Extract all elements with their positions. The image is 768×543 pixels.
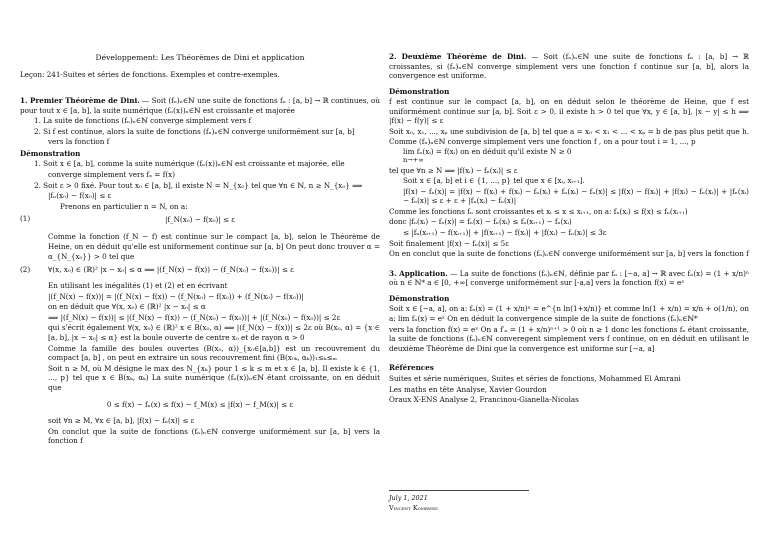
equation-3: 0 ≤ f(x) − fₙ(x) ≤ f(x) − f_M(x) ≤ |f(x) − f_M(x)| ≤ ε <box>106 400 294 410</box>
equation-1-label: (1) <box>20 214 31 224</box>
theorem-item-2-cont: vers la fonction f <box>48 137 110 147</box>
demo2-finalement: Soit finalement |f(x) − fₙ(x)| ≤ 5ε <box>389 238 509 248</box>
equation-1 <box>20 214 380 232</box>
demo-title-3: Démonstration <box>389 293 450 303</box>
demo-title-2: Démonstration <box>389 86 450 96</box>
demo2-heine: f est continue sur le compact [a, b], on en déduit selon le théorème de Heine, que f est uniformément continue sur [a, b]. Soit ε > 0, il existe h > 0 tel que ∀x, y ∈ [a, b], |x − y| ≤ h ⟹ |f(x) − f(y)| ≤ ε <box>389 97 749 126</box>
paragraph-inegalites: En utilisant les inégalités (1) et (2) et en écrivant <box>48 281 228 291</box>
paragraph-recouvrement: Comme la famille des boules ouvertes (B(x₀, α))_{x₀∈[a,b]} est un recouvrement du compact [a, b] , on peut en extraire un sous recouvrement fini (B(x₀ₖ, αₖ))₁≤ₖ≤ₘ <box>48 343 380 363</box>
demo2-inegalite: |f(x) − fₙ(x)| = |f(x) − f(xᵢ) + f(xᵢ) − fₙ(xᵢ) + fₙ(xᵢ) − fₙ(x)| ≤ |f(x) − f(xᵢ)| + |f(xᵢ) − fₙ(xᵢ)| + |fₙ(xᵢ) − fₙ(x)| ≤ ε + ε + |fₙ(xᵢ) − fₙ(x)| <box>403 186 749 206</box>
section-1-paragraph <box>20 96 380 115</box>
paragraph-conclusion-a: soit ∀n ≥ M, ∀x ∈ [a, b], |f(x) − fₙ(x)| ≤ ε <box>48 416 195 426</box>
paragraph-heine: Comme la fonction (f_N − f) est continue sur le compact [a, b], selon le Théorème de Heine, on en déduit qu'elle est uniformement continue sur [a, b] On peut donc trouver α = α_{N_{x₀}} > 0 tel que <box>48 232 380 261</box>
section-2-text: — Soit (fₙ)ₙ∈ℕ une suite de fonctions fₙ : [a, b] → ℝ croissantes, si (fₙ)ₙ∈ℕ converge simplement vers une fonction f continue sur [a, b], alors la convergence est uniforme. <box>389 52 749 81</box>
equation-2-body: ∀(x, x₀) ∈ (ℝ)² |x − x₀| ≤ α ⟹ |(f_N(x) − f(x)) − (f_N(x₀) − f(x₀))| ≤ ε <box>48 265 294 275</box>
demo2-donc: donc |fₙ(xᵢ) − fₙ(x)| = fₙ(x) − fₙ(xᵢ) ≤ fₙ(xᵢ₊₁) − fₙ(xᵢ) <box>389 217 572 227</box>
references-title: Références <box>389 363 434 373</box>
document-author: Vincent Kombwes <box>389 504 438 512</box>
section-3-paragraph <box>389 269 749 288</box>
paragraph-implication: ⟹ |(f_N(x) − f(x))| ≤ |(f_N(x) − f(x)) − (f_N(x₀) − f(x₀))| + |(f_N(x₀) − f(x₀))| ≤ 2ε <box>48 312 341 322</box>
equation-2 <box>20 265 380 281</box>
section-3-title: 3. Application. <box>389 268 448 278</box>
demo-1-line-b: converge simplement vers fₓ = f(x) <box>48 170 176 180</box>
paragraph-boule: qui s'écrit également ∀(x, x₀) ∈ (ℝ)² x ∈ B(x₀, α) ⟹ |(f_N(x) − f(x))| ≤ 2ε où B(x₀, α) = {x ∈ [a, b], |x − x₀| ≤ α} est la boule ouverte de centre x₀ et de rayon α > 0 <box>48 323 380 342</box>
paragraph-ecriture: |(f_N(x) − f(x))| = |(f_N(x) − f(x)) − (f_N(x₀) − f(x₀)) + (f_N(x₀) − f(x₀))| <box>48 291 304 301</box>
left-column <box>20 96 380 447</box>
demo2-limit-sub: n→+∞ <box>403 155 424 164</box>
equation-2-label: (2) <box>20 265 31 275</box>
demo2-majoration: ≤ |fₙ(xᵢ₊₁) − f(xᵢ₊₁)| + |f(xᵢ₊₁) − f(xᵢ)| + |f(xᵢ) − fₙ(xᵢ)| ≤ 3ε <box>403 228 607 238</box>
demo-2-line-c: Prenons en particulier n = N, on a: <box>60 201 188 211</box>
section-1-title: 1. Premier Théorème de Dini. <box>20 96 140 105</box>
demo-1-line-a: 1. Soit x ∈ [a, b], comme la suite numérique (fₙ(x))ₙ∈ℕ est croissante et majorée, elle <box>34 159 345 169</box>
right-column <box>389 52 749 406</box>
paragraph-deduit: on en déduit que ∀(x, x₀) ∈ (ℝ)² |x − x₀| ≤ α <box>48 302 206 312</box>
paragraph-conclusion-b: On conclut que la suite de fonctions (fₙ)ₙ∈ℕ converge uniformément sur [a, b] vers la fonction f <box>48 426 380 446</box>
theorem-item-1: 1. La suite de fonctions (fₙ)ₙ∈ℕ converge simplement vers f <box>34 116 252 126</box>
application-line-2: vers la fonction f(x) = eˣ On a f′ₙ = (1 + x/n)ⁿ⁺¹ > 0 où n ≥ 1 donc les fonctions fₙ étant croissante, la suite de fonctions (fₙ)ₙ∈ℕ converegent simplement vers f continue, on en déduit en utilisant le deuxième Théorème de Dini que la convergence est uniforme sur [−a, a] <box>389 324 749 353</box>
reference-item: Les maths en tête Analyse, Xavier Gourdon <box>389 384 547 394</box>
demo2-subdivision: Soit x₀, x₁, ..., xₚ une subdivision de [a, b] tel que a = x₀ < x₁ < ... < xₚ = b de pas plus petit que h. Comme (fₙ)ₙ∈ℕ converge simplement vers une fonction f , on a pour tout i = 1, ..., p <box>389 127 749 146</box>
demo2-soit-x: Soit x ∈ [a, b] et i ∈ {1, ..., p} tel que x ∈ [xᵢ, xᵢ₊₁]. <box>403 176 585 186</box>
demo-title-1: Démonstration <box>20 148 81 158</box>
section-3-text: — La suite de fonctions (fₙ)ₙ∈ℕ, définie par fₙ : [−a, a] → ℝ avec fₙ(x) = (1 + x/n)ⁿ où n ∈ ℕ* a ∈ [0, +∞[ converge uniformément sur [-a,a] vers la fonction f(x) = eˣ <box>389 268 749 288</box>
document-title: Développement: Les Théorèmes de Dini et application <box>95 53 305 62</box>
demo2-tel-que: tel que ∀n ≥ N ⟹ |f(xᵢ) − fₙ(xᵢ)| ≤ ε <box>389 165 518 175</box>
footer-divider <box>389 490 529 491</box>
application-line-1: Soit x ∈ [−a, a], on a: fₙ(x) = (1 + x/n)ⁿ = e^{n ln(1+x/n)} et comme ln(1 + x/n) = x/n + o(1/n), on a: lim fₙ(x) = eˣ On en déduit la convergence simple de la suite de fonctions (fₙ)ₙ∈ℕ* <box>389 304 749 324</box>
demo2-limit: lim fₙ(xᵢ) = f(xᵢ) on en déduit qu'il existe N ≥ 0 <box>403 147 572 157</box>
demo2-conclusion: On en conclut que la suite de fonctions (fₙ)ₙ∈ℕ converge uniformément sur [a, b] vers la fonction f <box>389 249 749 259</box>
equation-1-body: |f_N(x₀) − f(x₀)| ≤ ε <box>164 215 236 225</box>
section-2-title: 2. Deuxième Théorème de Dini. <box>389 52 527 61</box>
reference-item: Oraux X-ENS Analyse 2, Francinou-Gianella-Nicolas <box>389 395 579 405</box>
section-2-paragraph <box>389 52 749 81</box>
theorem-item-2: 2. Si f est continue, alors la suite de fonctions (fₙ)ₙ∈ℕ converge uniformément sur [a, b] <box>34 126 355 136</box>
lecon-line: Leçon: 241-Suites et séries de fonctions. Exemples et contre-exemples. <box>20 70 280 79</box>
paragraph-max: Soit n ≥ M, où M désigne le max des N_{xₖ} pour 1 ≤ k ≤ m et x ∈ [a, b]. Il existe k ∈ {1, ..., p} tel que x ∈ B(xₖ, αₖ) La suite numérique (fₙ(x))ₙ∈ℕ étant croissante, on en déduit que <box>48 363 380 392</box>
demo-2-line-a: 2. Soit ε > 0 fixé. Pour tout x₀ ∈ [a, b], il existe N = N_{x₀} tel que ∀n ∈ ℕ, n ≥ N_{x₀} ⟹ <box>34 180 363 190</box>
document-date: July 1, 2021 <box>389 494 428 502</box>
demo2-croissantes: Comme les fonctions fₙ sont croissantes et xᵢ ≤ x ≤ xᵢ₊₁, on a: fₙ(xᵢ) ≤ f(x) ≤ fₙ(xᵢ₊₁) <box>389 206 688 216</box>
reference-item: Suites et série numériques, Suites et séries de fonctions, Mohammed El Amrani <box>389 373 681 383</box>
section-1-text: — Soit (fₙ)ₙ∈ℕ une suite de fonctions fₙ : [a, b] → ℝ continues, où pour tout x ∈ [a, b], la suite numérique (fₙ(x))ₙ∈ℕ est croissante et majorée <box>20 96 380 115</box>
demo-2-line-b: |fₙ(x₀) − f(x₀)| ≤ ε <box>48 191 112 201</box>
